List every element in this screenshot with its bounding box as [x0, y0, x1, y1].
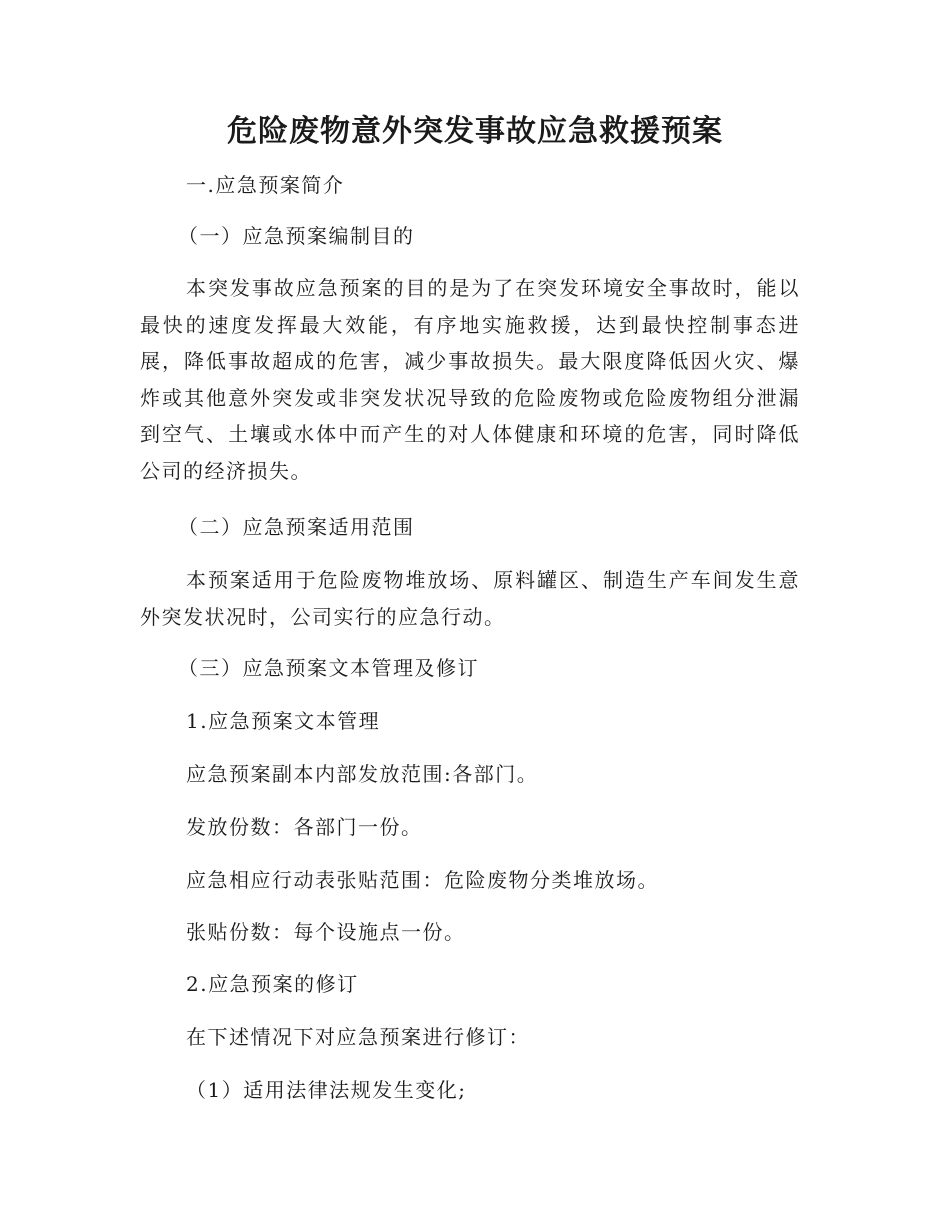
- subheading-scope: （二）应急预案适用范围: [178, 515, 415, 539]
- item-text-management: 1.应急预案文本管理: [186, 709, 381, 733]
- paragraph-scope: 本预案适用于危险废物堆放场、原料罐区、制造生产车间发生意外突发状况时，公司实行的应急行动。: [140, 568, 800, 629]
- line-copies: 发放份数：各部门一份。: [186, 815, 423, 839]
- document-title: 危险废物意外突发事故应急救援预案: [227, 114, 723, 149]
- subheading-text-management: （三）应急预案文本管理及修订: [178, 656, 479, 680]
- paragraph-purpose: 本突发事故应急预案的目的是为了在突发环境安全事故时，能以最快的速度发挥最大效能，有序地实施救援，达到最快控制事态进展，降低事故超成的危害，减少事故损失。最大限度降低因火灾、爆炸或其他意外突发或非突发状况导致的危险废物或危险废物组分泄漏到空气、土壤或水体中而产生的对人体健康和环境的危害，同时降低公司的经济损失。: [140, 276, 800, 483]
- item-revision: 2.应急预案的修订: [186, 972, 359, 996]
- line-distribution-scope: 应急预案副本内部发放范围:各部门。: [186, 762, 539, 786]
- line-posting-scope: 应急相应行动表张贴范围：危险废物分类堆放场。: [186, 868, 659, 892]
- section-heading-intro: 一.应急预案简介: [186, 173, 345, 197]
- subheading-purpose: （一）应急预案编制目的: [178, 224, 415, 248]
- line-revision-conditions: 在下述情况下对应急预案进行修订：: [186, 1025, 530, 1049]
- list-item-law-change: （1）适用法律法规发生变化;: [186, 1078, 467, 1102]
- line-posting-copies: 张贴份数：每个设施点一份。: [186, 920, 466, 944]
